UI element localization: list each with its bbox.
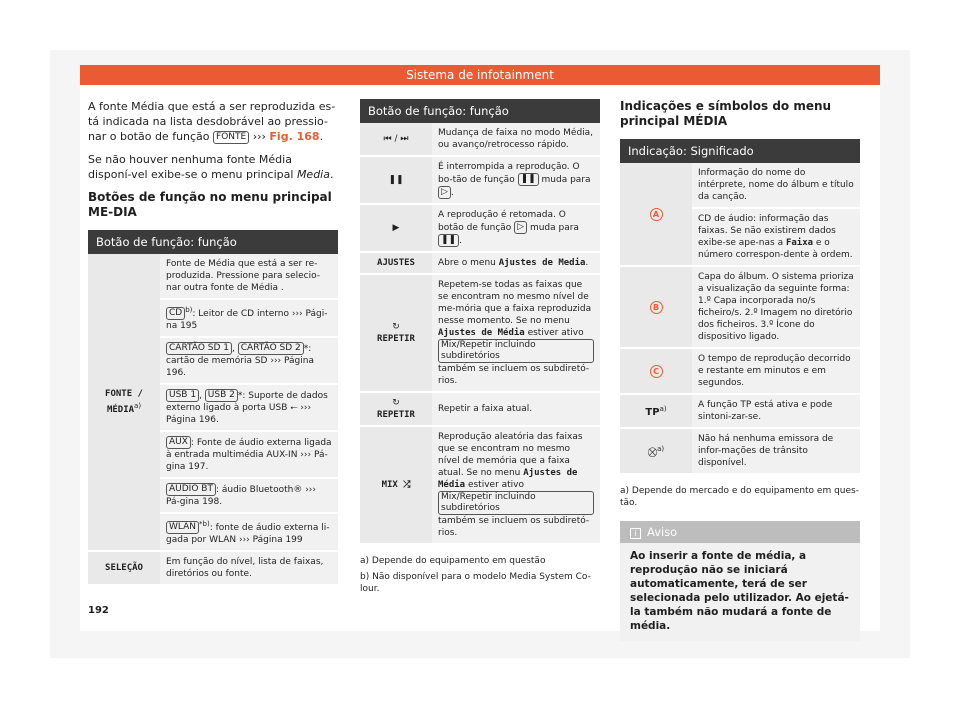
- table-row: FONTE / MÉDIA$^{a)}$ Fonte de Média que está a ser re-produzida. Pressione para selecio-nar outra fonte de Média .: [88, 254, 338, 299]
- table-row: C O tempo de reprodução decorrido e restante em minutos e em segundos.: [620, 348, 860, 394]
- no-traffic-icon: ⛒: [647, 448, 658, 458]
- table-row: A Informação do nome do intérprete, nome do álbum e título da canção.: [620, 163, 860, 208]
- repeat-one-icon: ↻: [392, 398, 400, 408]
- table-row: ❚❚ É interrompida a reprodução. O bo-tão de função ❚❚ muda para ▷ .: [360, 156, 600, 204]
- table-row: AUDIO BT : áudio Bluetooth® ››› Pá-gina 198.: [88, 478, 338, 513]
- warning-text: Ao inserir a fonte de média, a reprodução não se iniciará automaticamente, terá de ser selecionada pelo utilizador. Ao ejetá-la também não mudará a fonte de média.: [630, 550, 849, 632]
- footnote-a-right: a) Depende do mercado e do equipamento em ques-tão.: [620, 486, 859, 508]
- section-header: Sistema de infotainment: [80, 65, 880, 85]
- warning-title: Aviso: [647, 525, 678, 539]
- marker-a: A: [650, 208, 663, 221]
- pause-icon: ❚❚: [360, 156, 432, 204]
- tp-icon: TP: [645, 407, 660, 418]
- play-icon: ▶: [360, 204, 432, 252]
- paragraph-source: A fonte Média que está a ser reproduzida es-tá indicada na lista desdobrável ao pressio-nar o botão de função FONTE ››› Fig. 168.: [88, 100, 336, 143]
- table-row: TP$^{a)}$ A função TP está ativa e pode sintoni-zar-se.: [620, 394, 860, 428]
- table-row: AJUSTES Abre o menu Ajustes de Media.: [360, 252, 600, 274]
- function-buttons-table-2: [360, 99, 600, 545]
- warning-box: [620, 521, 860, 641]
- table-row: AUX : Fonte de áudio externa ligada à entrada multimédia AUX-IN ››› Pá-gina 197.: [88, 431, 338, 478]
- table-row: ↻ REPETIR Repetir a faixa atual.: [360, 392, 600, 426]
- indications-table: [620, 139, 860, 475]
- table-header: Indicação: Significado: [620, 139, 860, 163]
- fig-link[interactable]: Fig. 168: [269, 130, 320, 143]
- table-row: B Capa do álbum. O sistema prioriza a visualização da seguinte forma: 1.º Capa incorporada no/s ficheiro/s. 2.º Imagem no diretório dos ficheiros. 3.º Ícone do dispositivo ligado.: [620, 266, 860, 348]
- table-row: ⛒$^{a)}$ Não há nenhuma emissora de infor-mações de trânsito disponível.: [620, 428, 860, 474]
- footnote-b: b) Não disponível para o modelo Media System Co-lour.: [360, 572, 591, 594]
- table-row: ⏮ / ⏭ Mudança de faixa no modo Média, ou avanço/retrocesso rápido.: [360, 123, 600, 156]
- paragraph-no-source: Se não houver nenhuma fonte Média disponí-vel exibe-se o menu principal Media.: [88, 153, 334, 181]
- fonte-key: FONTE: [213, 131, 249, 144]
- marker-c: C: [650, 365, 663, 378]
- column-middle: [360, 99, 600, 595]
- marker-b: B: [650, 301, 663, 314]
- shuffle-icon: MIX ⤮: [381, 480, 411, 490]
- page: [80, 65, 880, 631]
- table-header: Botão de função: função: [360, 99, 600, 123]
- table-row: CARTÃO SD 1 , CARTÃO SD 2 *: cartão de memória SD ››› Página 196.: [88, 337, 338, 384]
- table-row: CD de áudio: informação das faixas. Se não existirem dados exibe-se ape-nas a Faixa e o número correspon-dente à ordem.: [620, 208, 860, 266]
- skip-icon: ⏮ / ⏭: [360, 123, 432, 156]
- table-header: Botão de função: função: [88, 230, 338, 254]
- info-icon: i: [630, 528, 641, 539]
- table-row: SELEÇÃO Em função do nível, lista de faixas, diretórios ou fonte.: [88, 551, 338, 585]
- column-right: [620, 99, 860, 641]
- footnote-a: a) Depende do equipamento em questão: [360, 556, 546, 566]
- table-row: CD $^{b)}$: Leitor de CD interno ››› Pági-na 195: [88, 299, 338, 337]
- table-row: WLAN $^{*b)}$: fonte de áudio externa li-gada por WLAN ››› Página 199: [88, 513, 338, 551]
- function-buttons-table: [88, 230, 338, 586]
- repeat-all-icon: ↻: [392, 322, 400, 332]
- page-number: 192: [88, 605, 109, 616]
- table-row: USB 1 , USB 2 *: Suporte de dados externo ligado à porta USB ⭠ ››› Página 196.: [88, 384, 338, 431]
- table-row: MIX ⤮ Reprodução aleatória das faixas que se encontram no mesmo nível de memória que a faixa atual. Se no menu Ajustes de Média estiver ativo Mix/Repetir incluindo subdiretórios também se incluem os subdiretó-rios.: [360, 426, 600, 544]
- heading-indications: Indicações e símbolos do menu principal MÉDIA: [620, 99, 832, 128]
- table-row: ▶ A reprodução é retomada. O botão de função ▷ muda para ❚❚ .: [360, 204, 600, 252]
- heading-function-buttons: Botões de função no menu principal ME-DIA: [88, 190, 332, 219]
- column-left: [88, 99, 338, 586]
- table-row: ↻ REPETIR Repetem-se todas as faixas que se encontram no mesmo nível de me-mória que a faixa reproduzida nesse momento. Se no menu Ajustes de Média estiver ativo Mix/Repetir incluindo subdiretórios também se incluem os subdiretó-rios.: [360, 274, 600, 392]
